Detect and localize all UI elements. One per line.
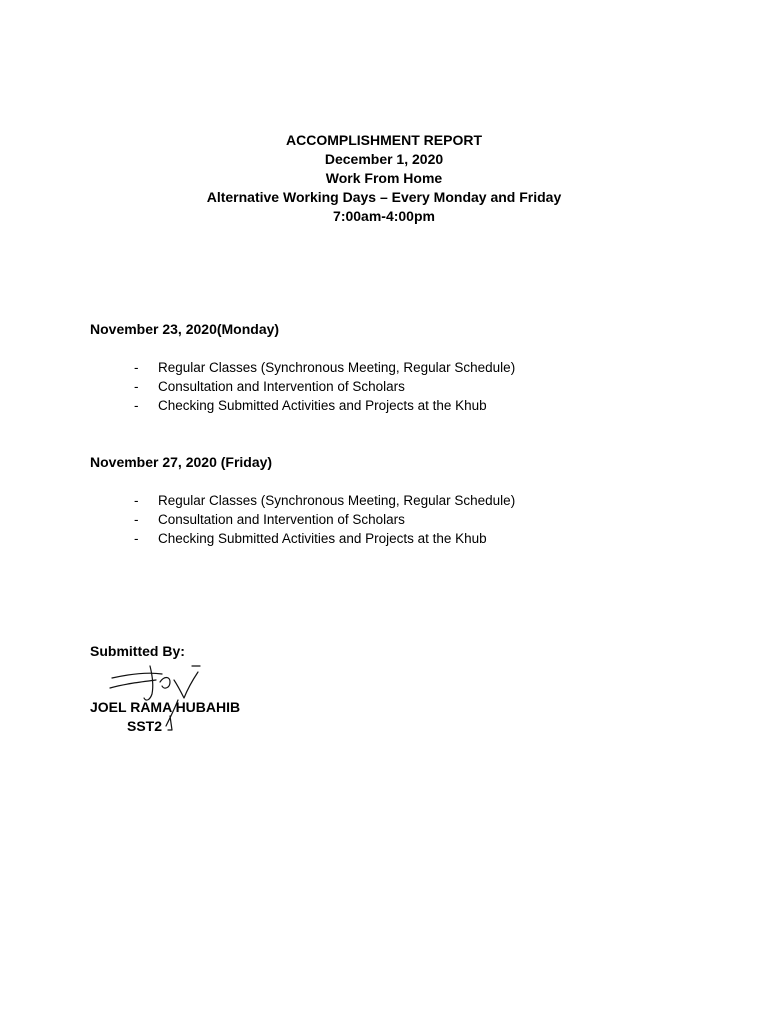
bullet-dash: - [134,493,139,508]
task-text: Consultation and Intervention of Scholars [158,379,405,394]
bullet-dash: - [134,360,139,375]
task-text: Regular Classes (Synchronous Meeting, Regular Schedule) [158,360,516,375]
task-list-monday [132,358,515,415]
section-date-friday: November 27, 2020 (Friday) [90,454,273,470]
list-item [132,358,515,377]
work-hours: 7:00am-4:00pm [333,208,435,224]
bullet-dash: - [134,398,139,413]
report-date: December 1, 2020 [324,151,444,167]
bullet-dash: - [134,512,139,527]
work-mode: Work From Home [325,170,443,186]
list-item [132,377,515,396]
list-item [132,510,515,529]
signer-title: SST2 [127,718,163,734]
bullet-dash: - [134,531,139,546]
report-header [0,131,768,226]
list-item [132,396,515,415]
list-item [132,529,515,548]
signer-name: JOEL RAMA HUBAHIB [90,699,241,715]
task-text: Regular Classes (Synchronous Meeting, Regular Schedule) [158,493,516,508]
task-text: Checking Submitted Activities and Projects at the Khub [158,398,487,413]
report-title: ACCOMPLISHMENT REPORT [286,132,482,148]
list-item [132,491,515,510]
task-text: Checking Submitted Activities and Projects at the Khub [158,531,487,546]
work-schedule: Alternative Working Days – Every Monday and Friday [206,189,562,205]
task-text: Consultation and Intervention of Scholars [158,512,405,527]
submitted-by-label: Submitted By: [90,643,185,659]
task-list-friday [132,491,515,548]
section-date-monday: November 23, 2020(Monday) [90,321,280,337]
bullet-dash: - [134,379,139,394]
